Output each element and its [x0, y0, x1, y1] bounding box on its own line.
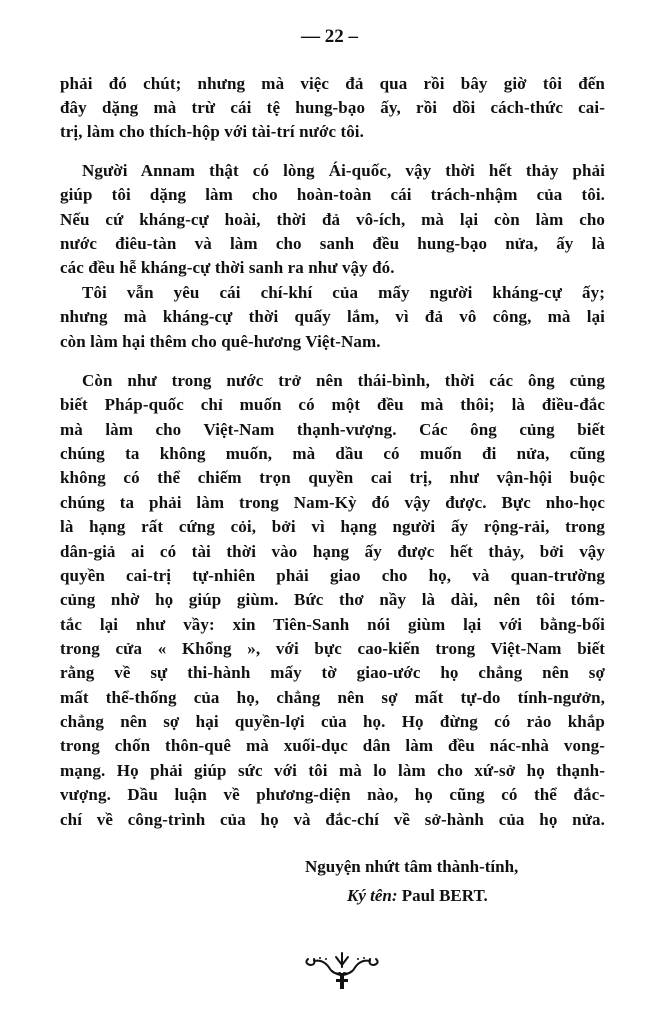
signature-line [347, 886, 488, 906]
fleuron-icon [302, 947, 382, 995]
text-line: các đều hễ kháng-cự thời sanh ra như vậy đó. [60, 258, 395, 277]
text-line: đây dặng mà trừ cái tệ hung-bạo ấy, rồi dồi cách-thức cai- [60, 98, 605, 117]
text-line: mà làm cho Việt-Nam thạnh-vượng. Các ông củng biết [60, 420, 605, 439]
text-line: chí về công-trình của họ và đắc-chí về sở-hành của họ nửa. [60, 810, 605, 829]
text-line: quyền cai-trị tự-nhiên phải giao cho họ, và quan-trường [60, 566, 605, 585]
text-line: tắc lại như vầy: xin Tiên-Sanh nói giùm lại với bằng-bối [60, 615, 605, 634]
text-line: trị, làm cho thích-hộp với tài-trí nước tôi. [60, 122, 364, 141]
text-line: rằng về sự thi-hành mấy tờ giao-ước họ chẳng nên sợ [60, 663, 605, 682]
text-line: trong cửa « Khổng », với bực cao-kiến trong Việt-Nam biết [60, 639, 605, 658]
text-line: trong chốn thôn-quê mà xuối-dục dân làm đều nác-nhà vong- [60, 736, 605, 755]
text-line: nước điêu-tàn và làm cho sanh đều hung-bạo nửa, ấy là [60, 234, 605, 253]
page-number: — 22 – [301, 26, 358, 47]
text-line: chẳng nên sợ hại quyền-lợi của họ. Họ đừng có rảo khắp [60, 712, 605, 731]
text-line: biết Pháp-quốc chỉ muốn có một đều mà thôi; là điều-đắc [60, 395, 605, 414]
text-line: chúng ta không muốn, mà dầu có muốn đi nửa, cũng [60, 444, 605, 463]
text-line: mạng. Họ phải giúp sức với tôi mà lo làm cho xứ-sở họ thạnh- [60, 761, 605, 780]
signature-name: Paul BERT. [401, 886, 488, 905]
text-line: Còn như trong nước trở nên thái-bình, thời các ông củng [82, 371, 605, 390]
signature-label: Ký tên: [347, 886, 398, 905]
closing-line: Nguyện nhứt tâm thành-tính, [305, 857, 519, 876]
text-line: vượng. Dầu luận về phương-diện nào, họ cũng có thể đắc- [60, 785, 605, 804]
text-line: không có thể chiếm trọn quyền cai trị, như vận-hội buộc [60, 468, 605, 487]
text-line: giúp tôi dặng làm cho hoàn-toàn cái trách-nhậm của tôi. [60, 185, 605, 204]
text-line: dân-giả ai có tài thời vào hạng ấy được hết thảy, bởi vậy [60, 542, 605, 561]
text-line: chúng ta phải làm trong Nam-Kỳ đó vậy được. Bực nho-học [60, 493, 605, 512]
text-line: Nếu cứ kháng-cự hoài, thời đả vô-ích, mà lại còn làm cho [60, 210, 605, 229]
text-line: củng nhờ họ giúp giùm. Bức thơ nầy là dài, nên tôi tóm- [60, 590, 605, 609]
text-line: nhưng mà kháng-cự thời quấy lắm, vì đả vô công, mà lại [60, 307, 605, 326]
text-line: còn làm hại thêm cho quê-hương Việt-Nam. [60, 332, 381, 351]
text-line: phải đó chút; nhưng mà việc đả qua rồi bây giờ tôi đến [60, 74, 605, 93]
text-line: Người Annam thật có lòng Ái-quốc, vậy thời hết thảy phải [82, 161, 605, 180]
text-line: mất thể-thống của họ, chẳng nên sợ mất tự-do tính-ngưởn, [60, 688, 605, 707]
text-line: Tôi vẫn yêu cái chí-khí của mấy người kháng-cự ấy; [82, 283, 605, 302]
text-line: là hạng rất cứng cỏi, bởi vì hạng người ấy rộng-rải, trong [60, 517, 605, 536]
